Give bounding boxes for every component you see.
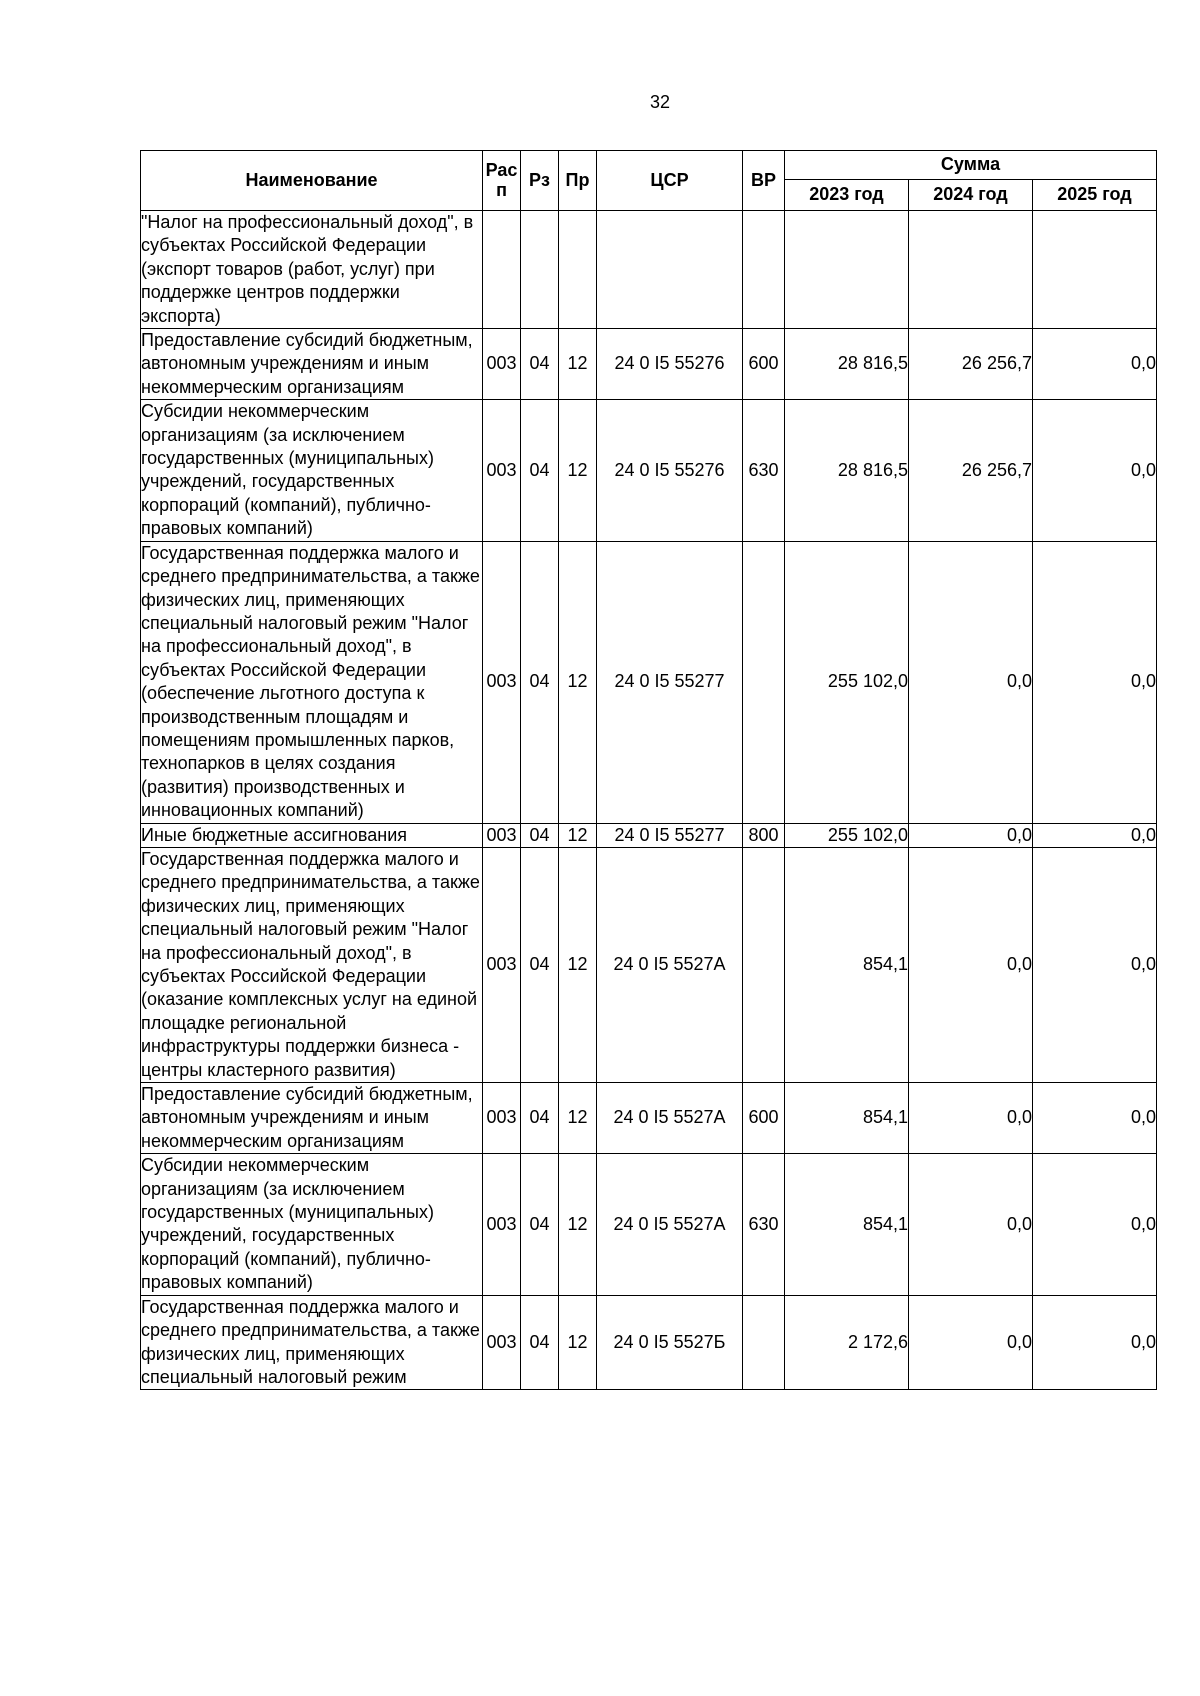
- row-pr: 12: [559, 847, 597, 1082]
- row-amount-2024: 0,0: [909, 1295, 1033, 1390]
- row-amount-2023: 28 816,5: [785, 329, 909, 400]
- row-rz: 04: [521, 823, 559, 847]
- row-name: Государственная поддержка малого и среднего предпринимательства, а также физических лиц, применяющих специальный налоговый режим "Налог на профессиональный доход", в субъектах Российской Федерации (оказание комплексных услуг на единой площадке региональной инфраструктуры поддержки бизнеса - центры кластерного развития): [141, 847, 483, 1082]
- table-row: [141, 400, 1157, 541]
- table-row: [141, 329, 1157, 400]
- row-rz: 04: [521, 1154, 559, 1295]
- row-amount-2024: 0,0: [909, 847, 1033, 1082]
- row-rasp: 003: [483, 329, 521, 400]
- row-amount-2025: 0,0: [1033, 329, 1157, 400]
- row-rz: [521, 211, 559, 329]
- header-name: Наименование: [141, 151, 483, 211]
- row-csr: 24 0 I5 55276: [597, 329, 743, 400]
- row-vr: [743, 1295, 785, 1390]
- row-csr: [597, 211, 743, 329]
- row-rz: 04: [521, 541, 559, 823]
- table-row: [141, 1154, 1157, 1295]
- row-rasp: 003: [483, 400, 521, 541]
- row-rasp: 003: [483, 823, 521, 847]
- row-csr: 24 0 I5 5527А: [597, 1154, 743, 1295]
- row-rasp: 003: [483, 1083, 521, 1154]
- row-amount-2025: 0,0: [1033, 847, 1157, 1082]
- row-amount-2025: 0,0: [1033, 400, 1157, 541]
- header-vr: ВР: [743, 151, 785, 211]
- row-csr: 24 0 I5 55276: [597, 400, 743, 541]
- row-rasp: 003: [483, 1154, 521, 1295]
- row-vr: 600: [743, 329, 785, 400]
- row-name: Государственная поддержка малого и среднего предпринимательства, а также физических лиц, применяющих специальный налоговый режим: [141, 1295, 483, 1390]
- table-header: [141, 151, 1157, 211]
- row-vr: 630: [743, 1154, 785, 1295]
- row-amount-2025: [1033, 211, 1157, 329]
- row-rasp: 003: [483, 1295, 521, 1390]
- table-row: [141, 211, 1157, 329]
- row-amount-2025: 0,0: [1033, 1154, 1157, 1295]
- table-row: [141, 823, 1157, 847]
- row-csr: 24 0 I5 55277: [597, 541, 743, 823]
- row-amount-2024: [909, 211, 1033, 329]
- row-name: Предоставление субсидий бюджетным, автономным учреждениям и иным некоммерческим организациям: [141, 1083, 483, 1154]
- row-amount-2023: [785, 211, 909, 329]
- row-amount-2024: 26 256,7: [909, 400, 1033, 541]
- row-rz: 04: [521, 1295, 559, 1390]
- row-amount-2025: 0,0: [1033, 1295, 1157, 1390]
- row-pr: 12: [559, 1083, 597, 1154]
- header-pr: Пр: [559, 151, 597, 211]
- row-rz: 04: [521, 1083, 559, 1154]
- row-vr: [743, 541, 785, 823]
- row-csr: 24 0 I5 55277: [597, 823, 743, 847]
- row-rz: 04: [521, 400, 559, 541]
- row-name: Субсидии некоммерческим организациям (за исключением государственных (муниципальных) учреждений, государственных корпораций (компаний), публично-правовых компаний): [141, 400, 483, 541]
- row-amount-2025: 0,0: [1033, 1083, 1157, 1154]
- row-name: Государственная поддержка малого и среднего предпринимательства, а также физических лиц, применяющих специальный налоговый режим "Налог на профессиональный доход", в субъектах Российской Федерации (обеспечение льготного доступа к производственным площадям и помещениям промышленных парков, технопарков в целях создания (развития) производственных и инновационных компаний): [141, 541, 483, 823]
- row-pr: 12: [559, 1154, 597, 1295]
- table-row: [141, 847, 1157, 1082]
- header-year-2025: 2025 год: [1033, 180, 1157, 211]
- row-rasp: 003: [483, 847, 521, 1082]
- row-rz: 04: [521, 329, 559, 400]
- row-pr: 12: [559, 541, 597, 823]
- row-amount-2023: 255 102,0: [785, 541, 909, 823]
- row-amount-2024: 0,0: [909, 1083, 1033, 1154]
- table-row: [141, 541, 1157, 823]
- row-name: "Налог на профессиональный доход", в субъектах Российской Федерации (экспорт товаров (работ, услуг) при поддержке центров поддержки экспорта): [141, 211, 483, 329]
- row-amount-2024: 0,0: [909, 823, 1033, 847]
- row-pr: 12: [559, 823, 597, 847]
- header-year-2023: 2023 год: [785, 180, 909, 211]
- row-vr: 800: [743, 823, 785, 847]
- row-vr: [743, 847, 785, 1082]
- row-amount-2023: 255 102,0: [785, 823, 909, 847]
- row-rasp: [483, 211, 521, 329]
- budget-table: [140, 150, 1157, 1390]
- row-amount-2025: 0,0: [1033, 541, 1157, 823]
- row-vr: 630: [743, 400, 785, 541]
- row-csr: 24 0 I5 5527А: [597, 847, 743, 1082]
- row-amount-2024: 0,0: [909, 541, 1033, 823]
- row-name: Субсидии некоммерческим организациям (за исключением государственных (муниципальных) учреждений, государственных корпораций (компаний), публично-правовых компаний): [141, 1154, 483, 1295]
- row-amount-2024: 0,0: [909, 1154, 1033, 1295]
- row-name: Иные бюджетные ассигнования: [141, 823, 483, 847]
- header-csr: ЦСР: [597, 151, 743, 211]
- row-amount-2023: 854,1: [785, 847, 909, 1082]
- row-amount-2023: 854,1: [785, 1154, 909, 1295]
- row-pr: [559, 211, 597, 329]
- header-year-2024: 2024 год: [909, 180, 1033, 211]
- row-pr: 12: [559, 400, 597, 541]
- row-vr: [743, 211, 785, 329]
- row-vr: 600: [743, 1083, 785, 1154]
- table-row: [141, 1295, 1157, 1390]
- header-rz: Рз: [521, 151, 559, 211]
- row-amount-2025: 0,0: [1033, 823, 1157, 847]
- row-amount-2023: 28 816,5: [785, 400, 909, 541]
- row-name: Предоставление субсидий бюджетным, автономным учреждениям и иным некоммерческим организациям: [141, 329, 483, 400]
- row-csr: 24 0 I5 5527А: [597, 1083, 743, 1154]
- row-rasp: 003: [483, 541, 521, 823]
- row-amount-2023: 2 172,6: [785, 1295, 909, 1390]
- header-rasp: Рас п: [483, 151, 521, 211]
- row-pr: 12: [559, 329, 597, 400]
- header-sum: Сумма: [785, 151, 1157, 180]
- row-csr: 24 0 I5 5527Б: [597, 1295, 743, 1390]
- page-number: 32: [649, 92, 671, 112]
- table-row: [141, 1083, 1157, 1154]
- row-amount-2024: 26 256,7: [909, 329, 1033, 400]
- row-amount-2023: 854,1: [785, 1083, 909, 1154]
- row-pr: 12: [559, 1295, 597, 1390]
- row-rz: 04: [521, 847, 559, 1082]
- table-body: [141, 211, 1157, 1390]
